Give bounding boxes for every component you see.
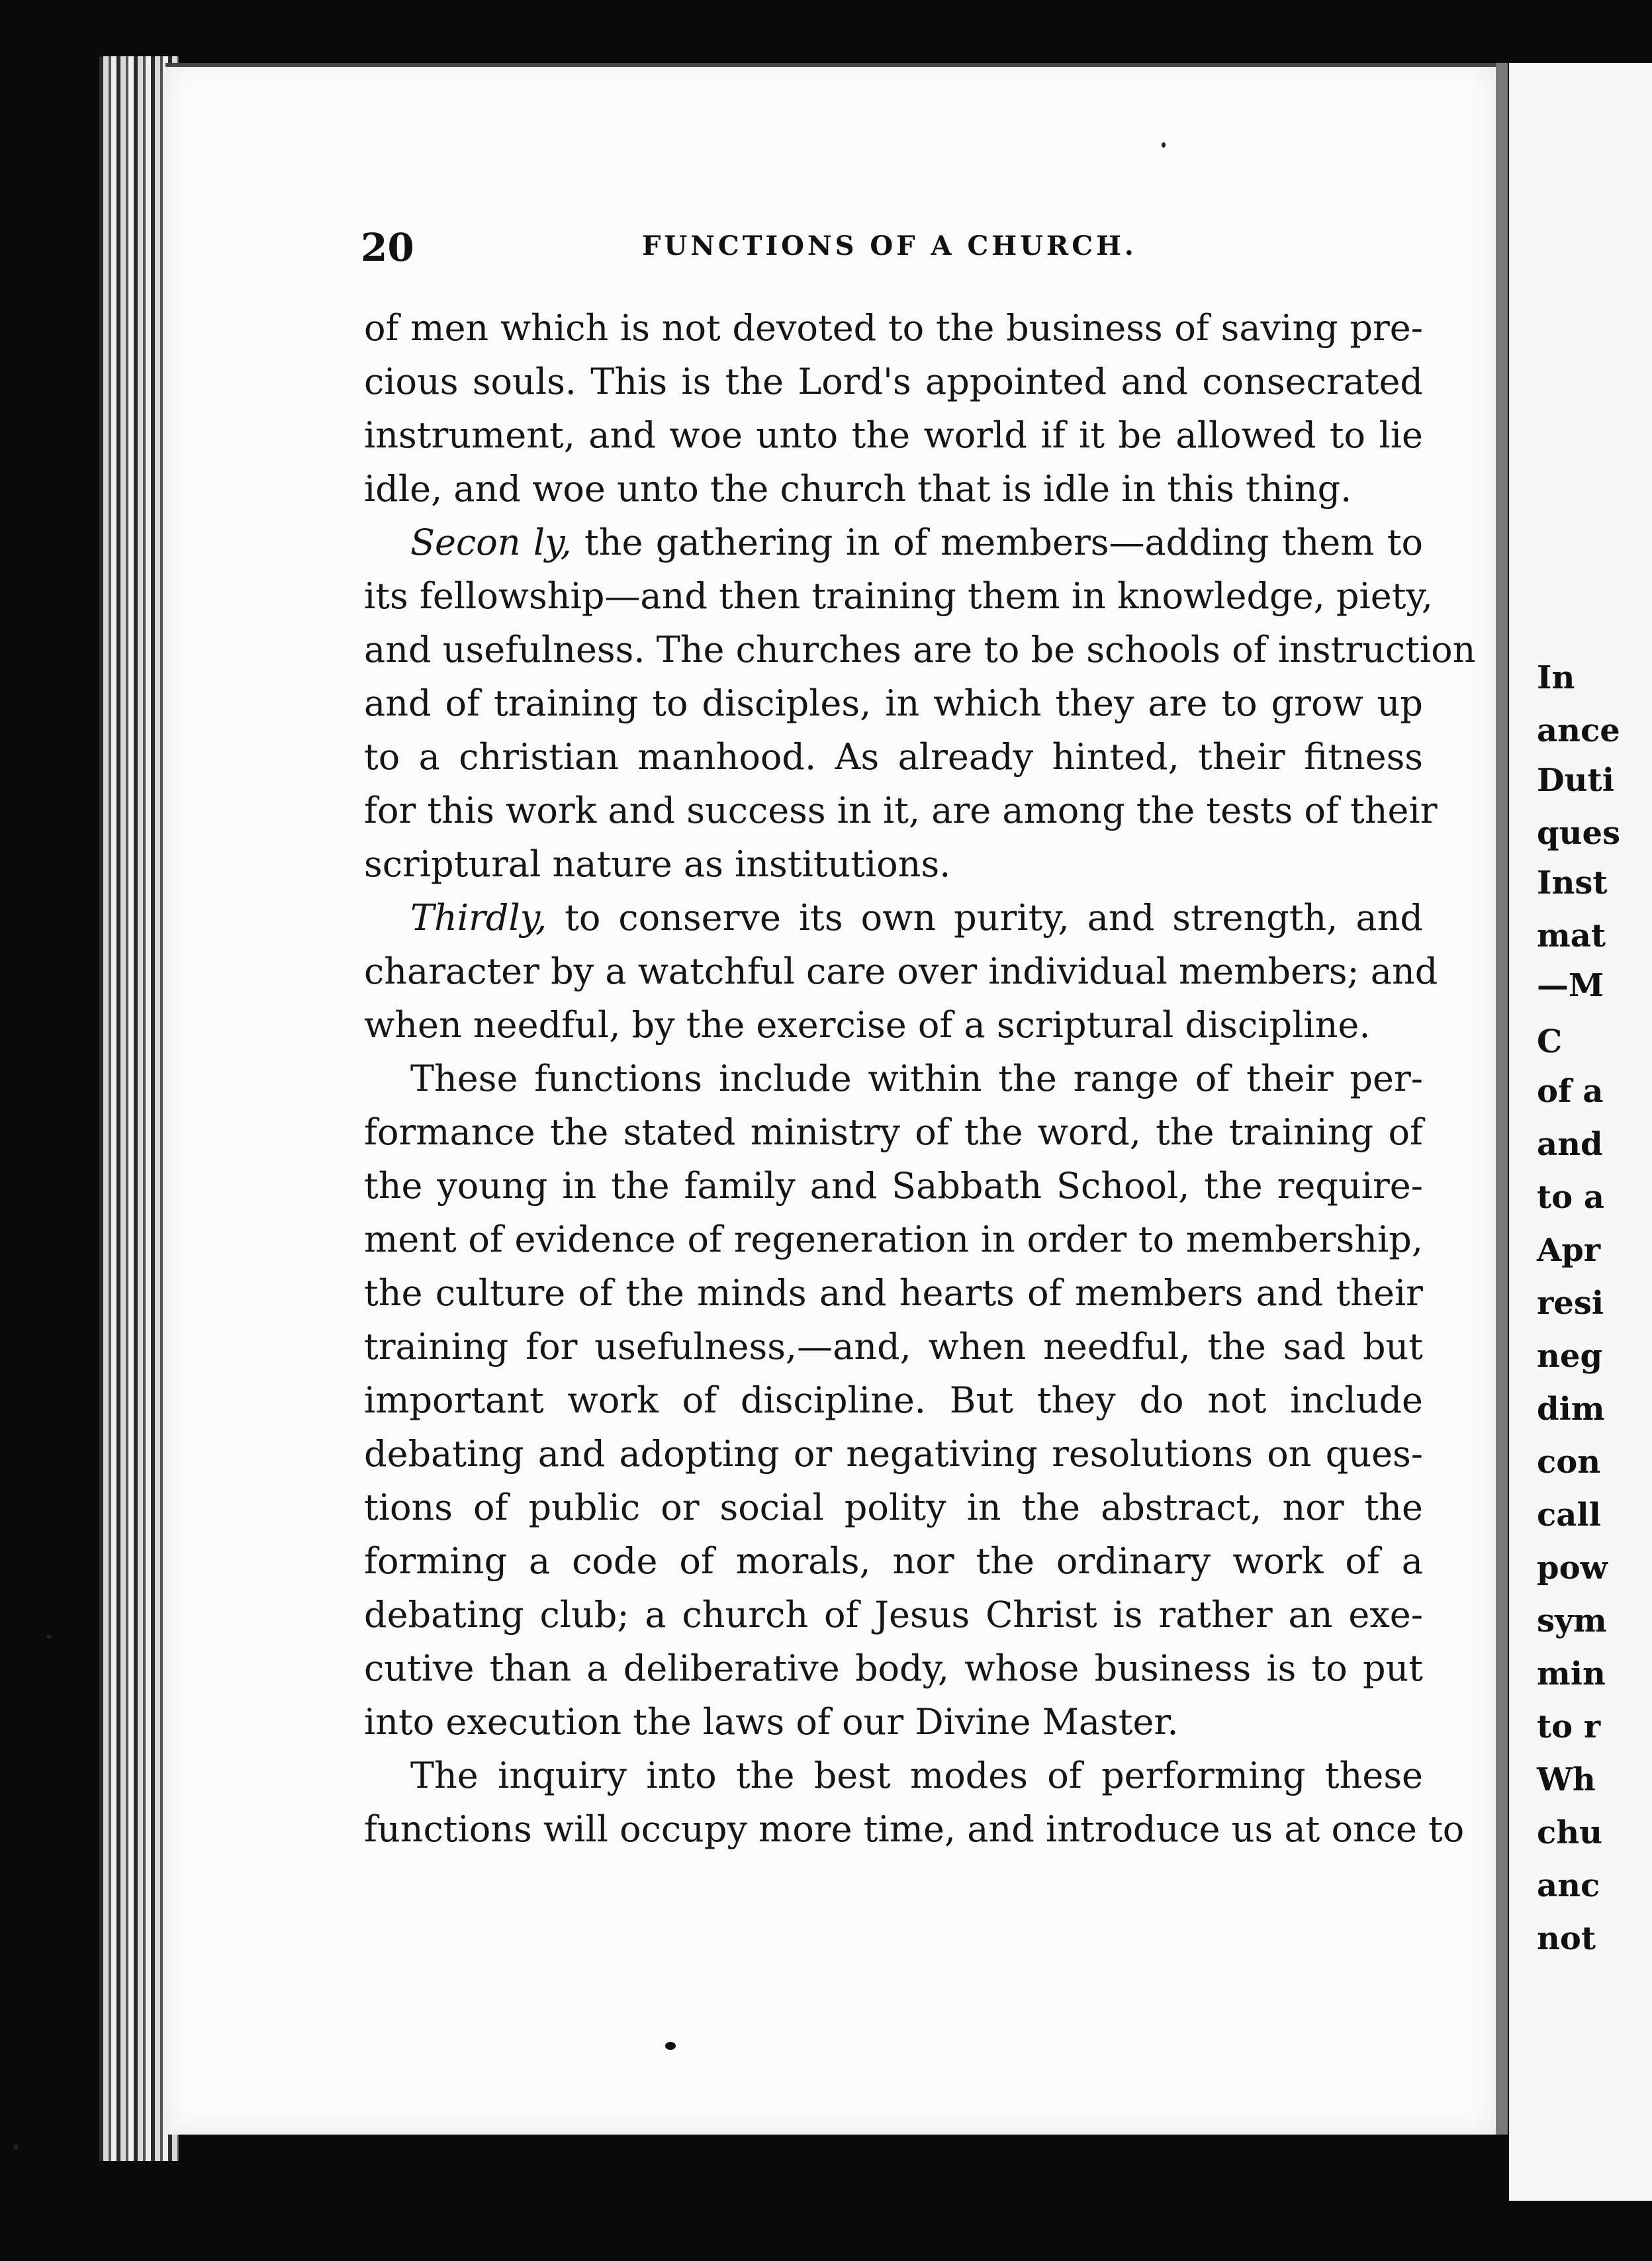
running-head: FUNCTIONS OF A CHURCH. [642, 230, 1137, 261]
paragraph-lead: Secon ly, [410, 522, 572, 563]
ink-dot [665, 2042, 676, 2050]
text-line [364, 516, 1423, 569]
right-page-text-fragment: chu [1537, 1814, 1603, 1851]
right-page-edge [1509, 63, 1652, 2201]
paragraph-1 [364, 301, 1423, 516]
right-page-text-fragment: Wh [1537, 1761, 1596, 1798]
text-line-rest: the gathering in of members—adding them to [571, 522, 1423, 563]
text-line: and of training to disciples, in which they are to grow up [364, 682, 1423, 724]
right-page-text-fragment: ques [1537, 815, 1621, 852]
right-page-text-fragment: con [1537, 1444, 1601, 1481]
text-line: the young in the family and Sabbath School, the require- [364, 1165, 1423, 1207]
right-page-text-fragment: to a [1537, 1179, 1604, 1216]
dust-speck [46, 1635, 52, 1639]
text-line: The inquiry into the best modes of performing these [410, 1755, 1423, 1796]
text-line [364, 891, 1423, 945]
right-page-text-fragment: call [1537, 1497, 1601, 1534]
paragraph-4 [364, 1052, 1423, 1749]
right-page-text-fragment: Apr [1537, 1232, 1601, 1269]
paragraph-lead: Thirdly, [410, 897, 547, 939]
right-page-text-fragment: neg [1537, 1338, 1602, 1375]
right-page-text-fragment: mat [1537, 917, 1606, 954]
text-line: for this work and success in it, are among the tests of their [364, 790, 1438, 831]
text-line: scriptural nature as institutions. [364, 843, 951, 885]
paragraph-2 [364, 516, 1476, 891]
text-line: forming a code of morals, nor the ordinary work of a [364, 1540, 1423, 1582]
text-line: cious souls. This is the Lord's appointed and consecrated [364, 361, 1423, 402]
right-page-text-fragment: of a [1537, 1073, 1604, 1110]
right-page-text-fragment: sym [1537, 1602, 1607, 1639]
text-line: when needful, by the exercise of a scriptural discipline. [364, 1004, 1371, 1046]
paragraph-5 [364, 1749, 1465, 1856]
text-line: formance the stated ministry of the word, the training of [364, 1111, 1423, 1153]
right-page-text-fragment: and [1537, 1126, 1603, 1163]
right-page-text-fragment: resi [1537, 1285, 1604, 1322]
text-line: the culture of the minds and hearts of members and their [364, 1272, 1423, 1314]
text-line: functions will occupy more time, and introduce us at once to [364, 1808, 1465, 1850]
text-line: training for usefulness,—and, when needful, the sad but [364, 1326, 1423, 1367]
right-page-text-fragment: not [1537, 1920, 1596, 1957]
right-page-text-fragment: —M [1537, 967, 1604, 1004]
text-line: of men which is not devoted to the business of saving pre- [364, 307, 1423, 349]
right-page-text-fragment: to r [1537, 1708, 1601, 1745]
text-line: debating club; a church of Jesus Christ is rather an exe- [364, 1594, 1423, 1636]
text-body [364, 301, 1476, 1856]
text-line: its fellowship—and then training them in knowledge, piety, [364, 575, 1433, 617]
right-page-text-fragment: dim [1537, 1391, 1605, 1428]
page-top-edge [165, 63, 1496, 67]
text-line: cutive than a deliberative body, whose business is to put [364, 1647, 1423, 1689]
text-line: instrument, and woe unto the world if it be allowed to lie [364, 414, 1423, 456]
paragraph-3 [364, 891, 1438, 1052]
text-line: These functions include within the range of their per- [410, 1058, 1423, 1099]
right-page-text-fragment: anc [1537, 1867, 1600, 1904]
text-line: to a christian manhood. As already hinted, their fitness [364, 736, 1423, 778]
text-line: debating and adopting or negativing resolutions on ques- [364, 1433, 1423, 1475]
text-line: into execution the laws of our Divine Master. [364, 1701, 1179, 1743]
dust-speck [13, 2145, 19, 2150]
text-line: character by a watchful care over individual members; and [364, 950, 1438, 992]
right-page-text-fragment: In [1537, 659, 1575, 696]
text-line: and usefulness. The churches are to be schools of instruction [364, 629, 1476, 670]
right-page-text-fragment: Inst [1537, 864, 1608, 901]
text-line-rest: to conserve its own purity, and strength, and [547, 897, 1423, 939]
right-page-text-fragment: Duti [1537, 762, 1614, 799]
page-header [361, 225, 1420, 278]
text-line: important work of discipline. But they do not include [364, 1379, 1423, 1421]
right-page-text-fragment: C [1537, 1023, 1563, 1060]
dust-speck [1162, 142, 1166, 148]
right-page-text-fragment: min [1537, 1655, 1606, 1692]
text-line: ment of evidence of regeneration in order to membership, [364, 1219, 1423, 1260]
right-page-text-fragment: ance [1537, 712, 1620, 749]
page-number: 20 [361, 225, 414, 270]
text-line: tions of public or social polity in the abstract, nor the [364, 1487, 1423, 1528]
text-line: idle, and woe unto the church that is idle in this thing. [364, 468, 1352, 510]
right-page-text-fragment: pow [1537, 1549, 1608, 1587]
